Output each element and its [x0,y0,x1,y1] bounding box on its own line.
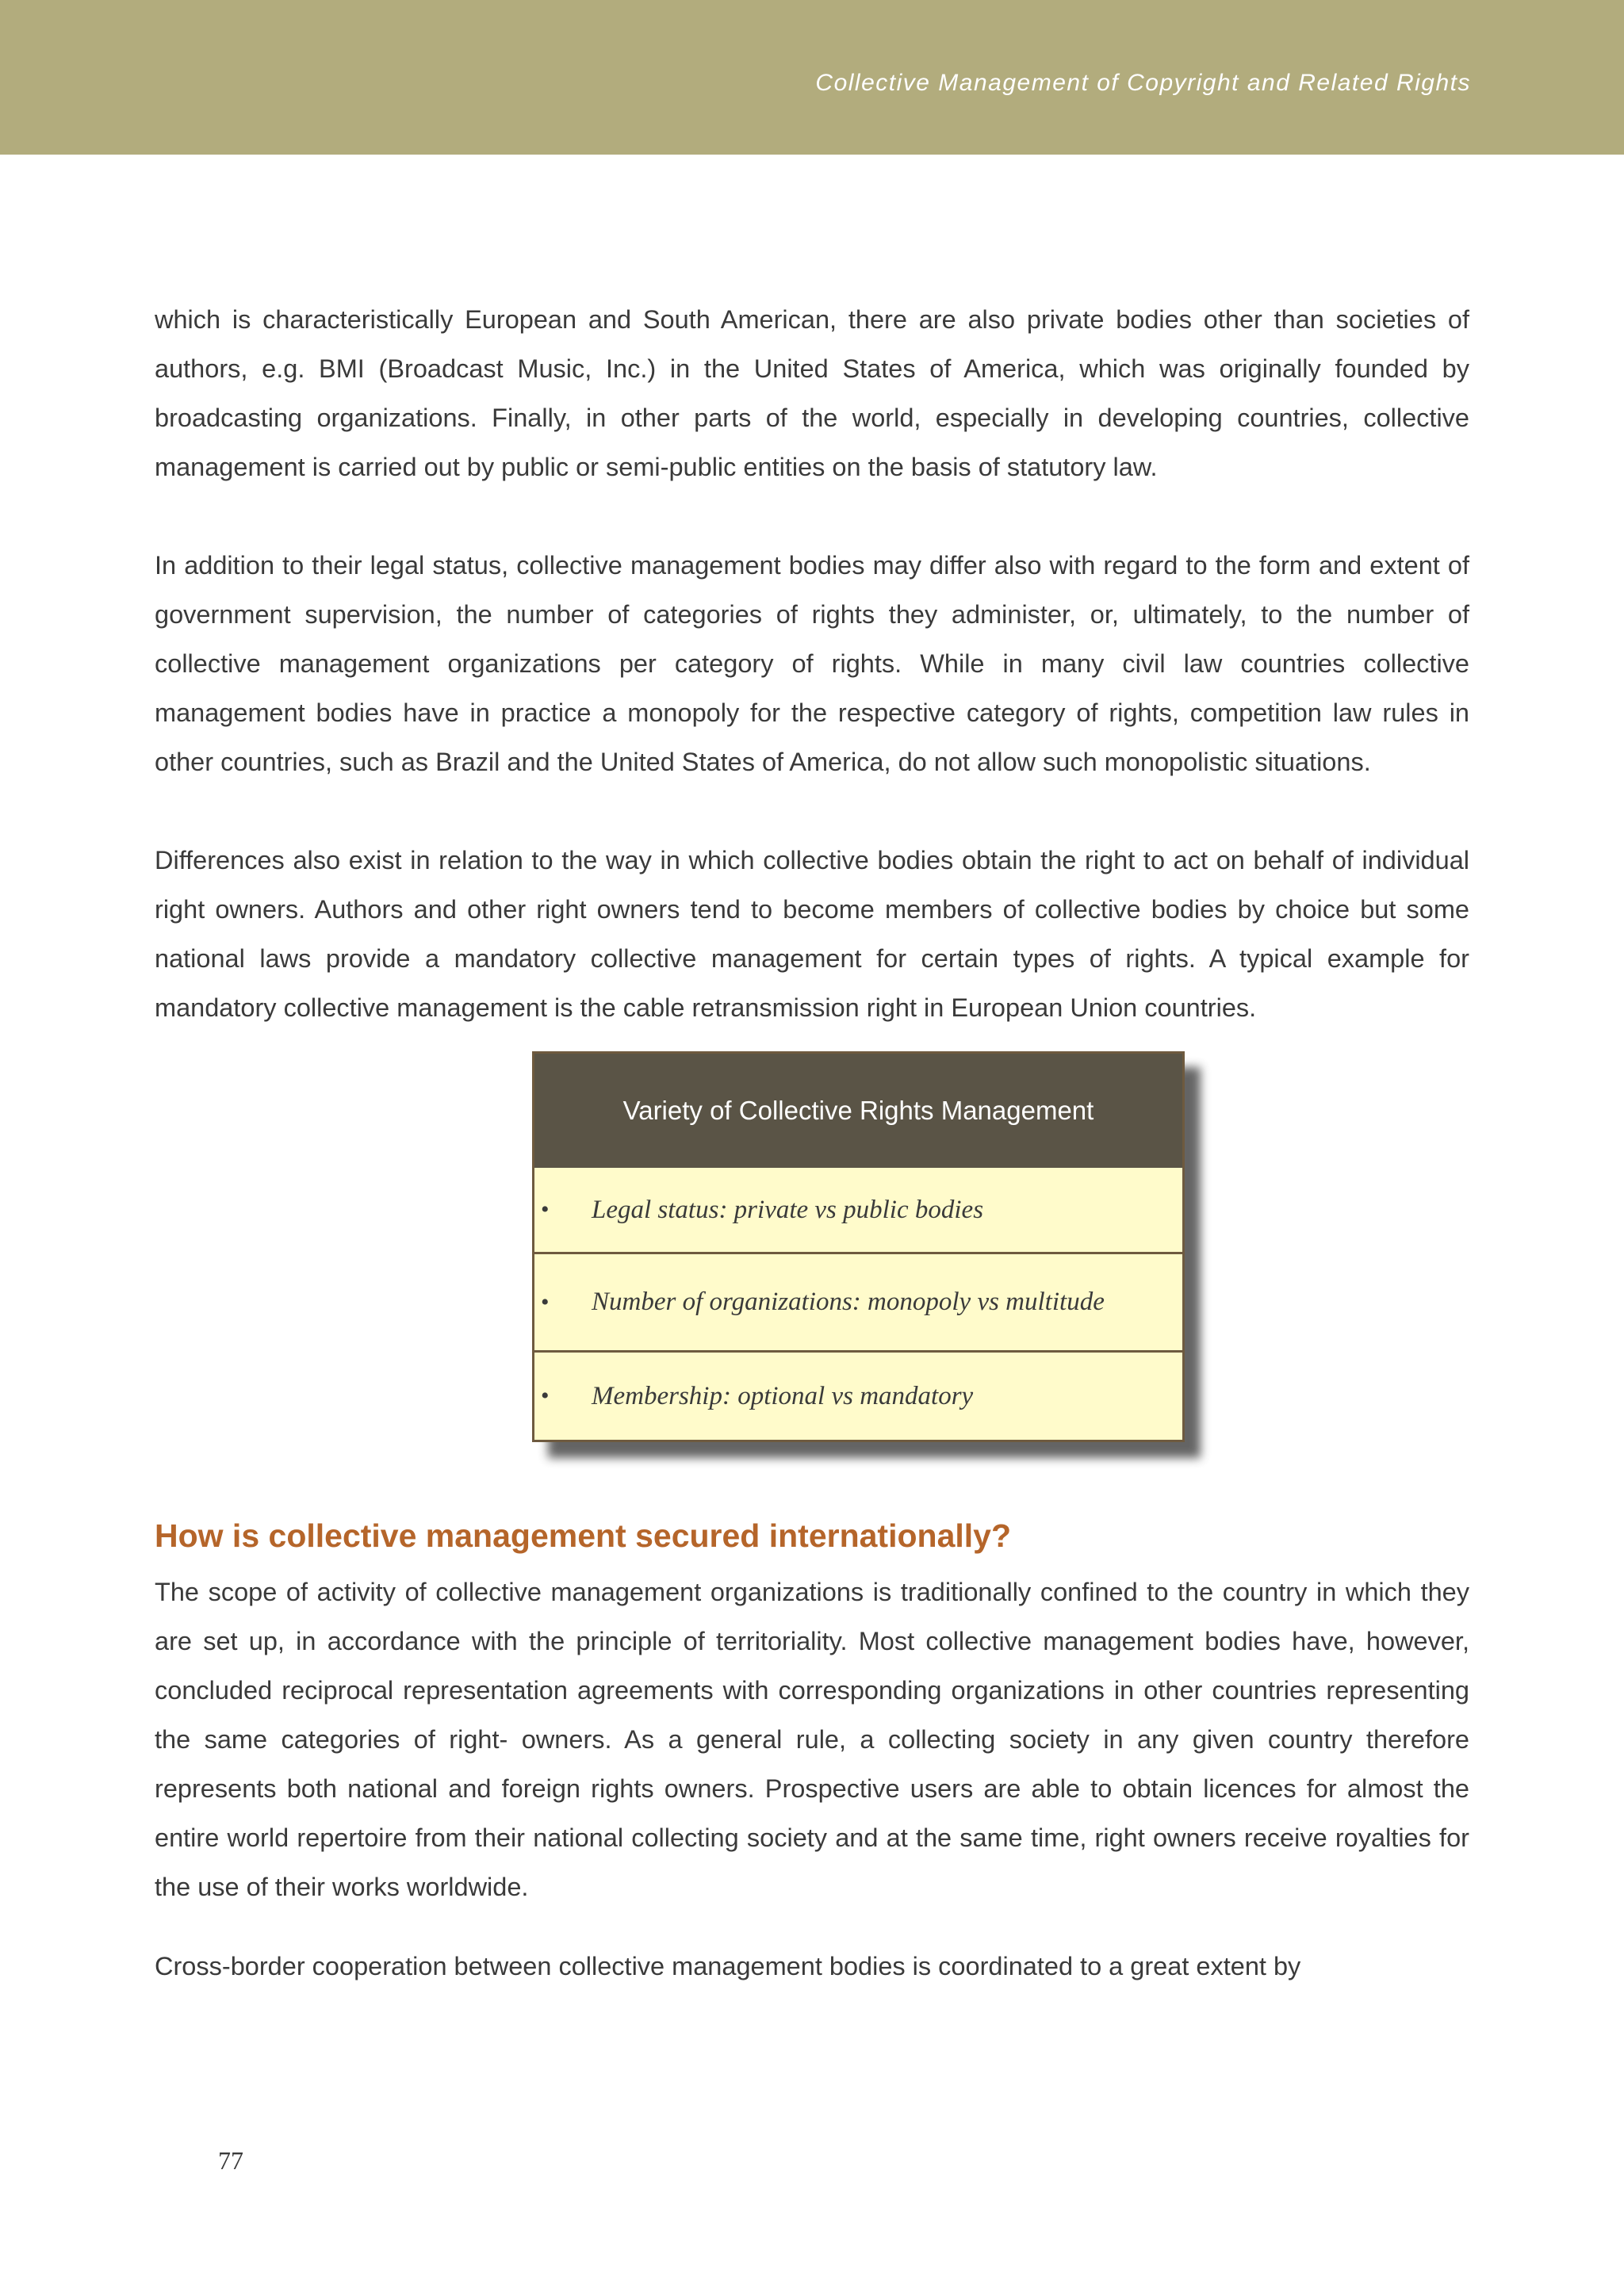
running-header-title: Collective Management of Copyright and Related Rights [815,70,1471,96]
summary-box-panel [532,1051,1185,1442]
body-paragraph: which is characteristically European and South American, there are also private bodies other than societies of authors, e.g. BMI (Broadcast Music, Inc.) in the United States of America, which was originally founded by broadcasting organizations. Finally, in other parts of the world, especially in developing countries, collective management is carried out by public or semi-public entities on the basis of statutory law. [155,305,1469,481]
summary-box-item-text: Membership: optional vs mandatory [592,1381,974,1410]
bullet-icon: • [541,1196,550,1223]
summary-box-item [534,1168,1182,1254]
summary-box [532,1051,1185,1442]
summary-box-item [534,1353,1182,1440]
summary-box-item-text: Number of organizations: monopoly vs multitude [592,1288,1105,1316]
body-paragraph: Cross-border cooperation between collective management bodies is coordinated to a great extent by [155,1952,1301,1980]
summary-box-header [534,1054,1182,1168]
summary-box-item-text: Legal status: private vs public bodies [592,1195,984,1224]
section-heading: How is collective management secured internationally? [155,1517,1011,1554]
header-band [0,0,1624,155]
page-number: 77 [218,2146,243,2175]
bullet-icon: • [541,1288,550,1315]
body-paragraph: Differences also exist in relation to the way in which collective bodies obtain the right to act on behalf of individual right owners. Authors and other right owners tend to become members of collective bodies by choice but some national laws provide a mandatory collective management for certain types of rights. A typical example for mandatory collective management is the cable retransmission right in European Union countries. [155,846,1469,1022]
summary-box-item [534,1254,1182,1353]
body-paragraph: The scope of activity of collective management organizations is traditionally confined to the country in which they are set up, in accordance with the principle of territoriality. Most collective management bodies have, however, concluded reciprocal representation agreements with corresponding organizations in other countries representing the same categories of right- owners. As a general rule, a collecting society in any given country therefore represents both national and foreign rights owners. Prospective users are able to obtain licences for almost the entire world repertoire from their national collecting society and at the same time, right owners receive royalties for the use of their works worldwide. [155,1578,1469,1901]
page-content [155,295,1469,1991]
summary-box-title: Variety of Collective Rights Management [622,1096,1094,1125]
bullet-icon: • [541,1383,550,1409]
body-paragraph: In addition to their legal status, collective management bodies may differ also with regard to the form and extent of government supervision, the number of categories of rights they administer, or, ultimately, to the number of collective management organizations per category of rights. While in many civil law countries collective management bodies have in practice a monopoly for the respective category of rights, competition law rules in other countries, such as Brazil and the United States of America, do not allow such monopolistic situations. [155,551,1469,776]
